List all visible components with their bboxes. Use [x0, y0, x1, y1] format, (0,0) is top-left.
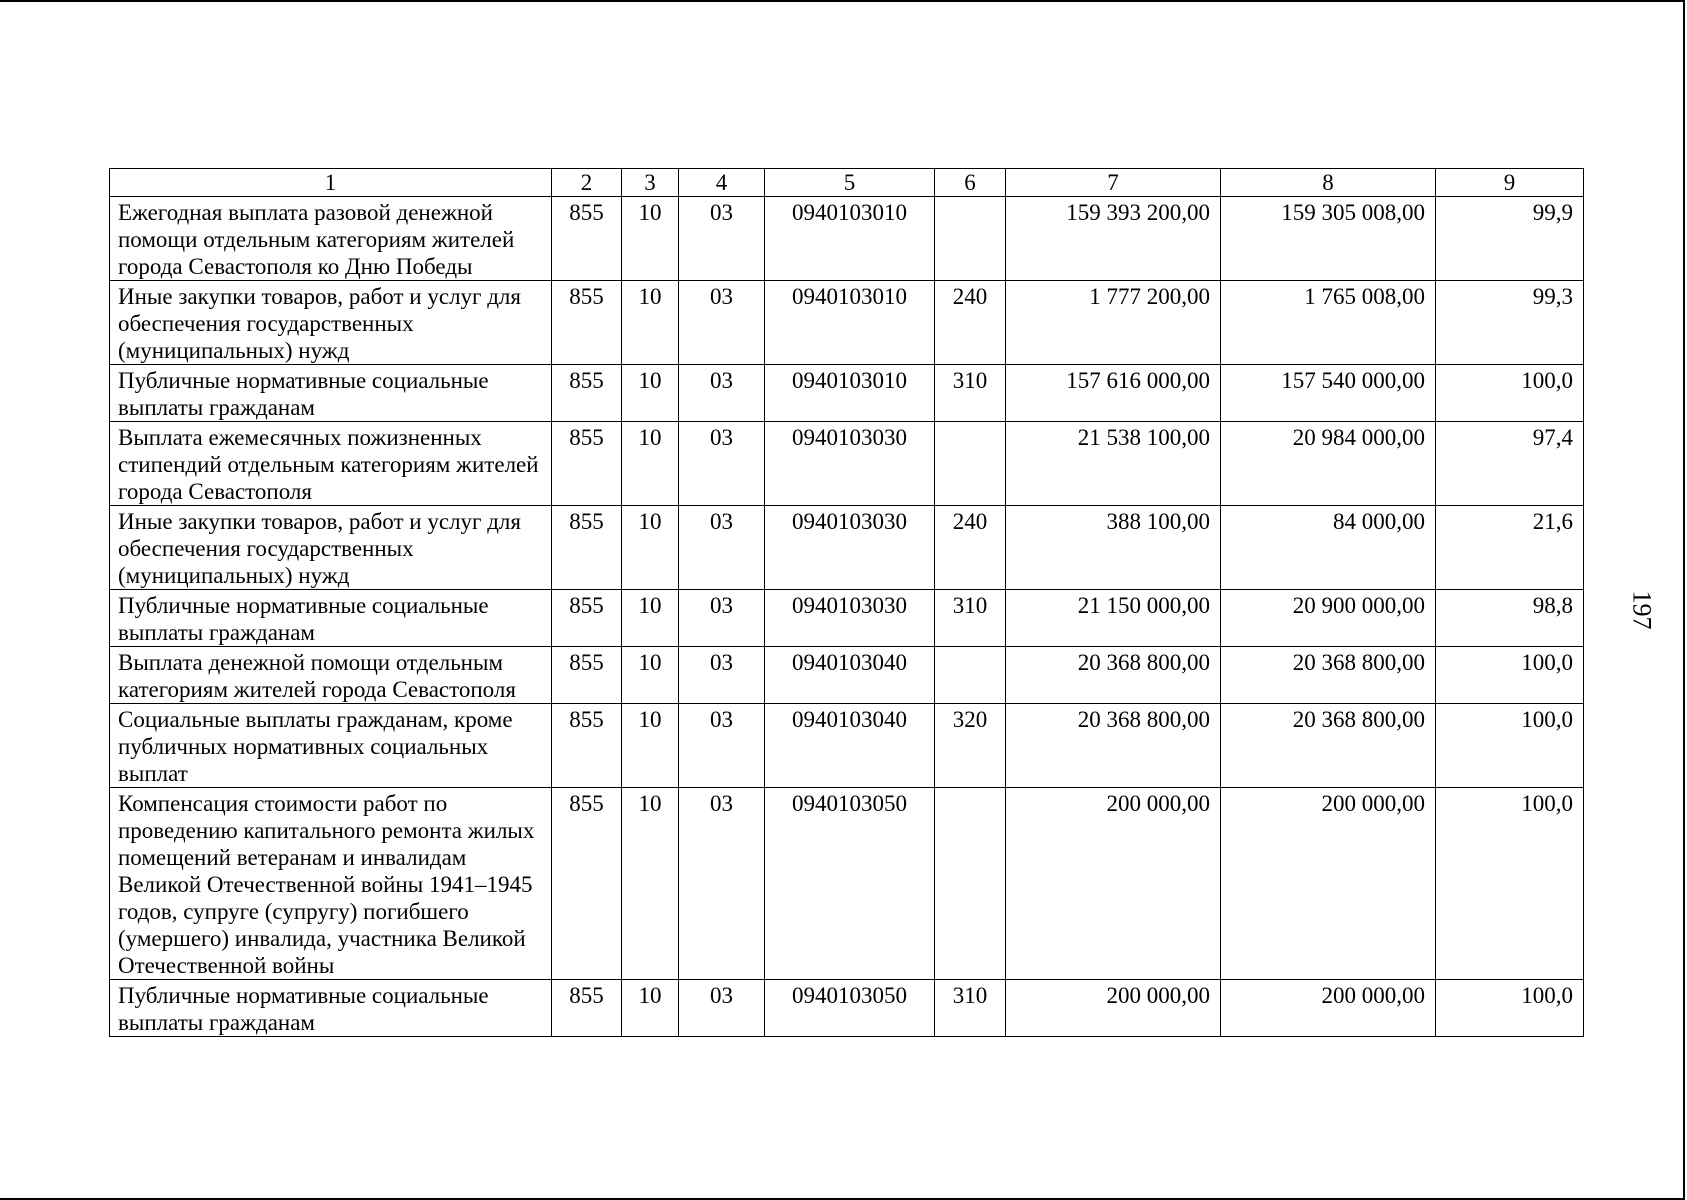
row-col9-cell: 100,0 — [1436, 365, 1584, 422]
table-row — [110, 365, 1584, 422]
row-col5-cell: 0940103050 — [765, 980, 935, 1037]
table-row — [110, 704, 1584, 788]
table-row — [110, 590, 1584, 647]
row-col5-cell: 0940103040 — [765, 704, 935, 788]
row-col6-cell: 240 — [935, 281, 1006, 365]
row-col2-cell: 855 — [552, 422, 622, 506]
row-col3-cell: 10 — [622, 788, 679, 980]
row-col2-cell: 855 — [552, 506, 622, 590]
row-col7-cell: 21 538 100,00 — [1006, 422, 1221, 506]
row-col3-cell: 10 — [622, 365, 679, 422]
row-col9-cell: 97,4 — [1436, 422, 1584, 506]
row-col8-cell: 159 305 008,00 — [1221, 197, 1436, 281]
row-col9-cell: 100,0 — [1436, 980, 1584, 1037]
row-col2-cell: 855 — [552, 704, 622, 788]
row-col4-cell: 03 — [679, 788, 765, 980]
row-col2-cell: 855 — [552, 365, 622, 422]
row-col9-cell: 100,0 — [1436, 788, 1584, 980]
row-name-cell: Публичные нормативные социальные выплаты гражданам — [110, 980, 552, 1037]
row-col4-cell: 03 — [679, 647, 765, 704]
row-col5-cell: 0940103050 — [765, 788, 935, 980]
row-col4-cell: 03 — [679, 365, 765, 422]
row-col5-cell: 0940103010 — [765, 365, 935, 422]
table-row — [110, 422, 1584, 506]
header-cell-1: 1 — [110, 169, 552, 197]
row-col6-cell: 310 — [935, 365, 1006, 422]
row-col5-cell: 0940103030 — [765, 422, 935, 506]
row-col5-cell: 0940103010 — [765, 197, 935, 281]
header-cell-2: 2 — [552, 169, 622, 197]
row-col3-cell: 10 — [622, 197, 679, 281]
row-col8-cell: 1 765 008,00 — [1221, 281, 1436, 365]
header-row — [110, 169, 1584, 197]
row-col3-cell: 10 — [622, 980, 679, 1037]
row-col7-cell: 21 150 000,00 — [1006, 590, 1221, 647]
header-cell-5: 5 — [765, 169, 935, 197]
row-col4-cell: 03 — [679, 422, 765, 506]
row-col8-cell: 84 000,00 — [1221, 506, 1436, 590]
header-cell-3: 3 — [622, 169, 679, 197]
row-col3-cell: 10 — [622, 590, 679, 647]
header-cell-9: 9 — [1436, 169, 1584, 197]
row-col7-cell: 20 368 800,00 — [1006, 647, 1221, 704]
page-number: 197 — [1627, 590, 1657, 630]
budget-table — [109, 168, 1584, 1037]
row-col6-cell — [935, 788, 1006, 980]
row-col4-cell: 03 — [679, 980, 765, 1037]
header-cell-8: 8 — [1221, 169, 1436, 197]
row-col2-cell: 855 — [552, 281, 622, 365]
row-col7-cell: 159 393 200,00 — [1006, 197, 1221, 281]
table-row — [110, 980, 1584, 1037]
row-col5-cell: 0940103030 — [765, 506, 935, 590]
row-name-cell: Ежегодная выплата разовой денежной помощи отдельным категориям жителей города Севастополя ко Дню Победы — [110, 197, 552, 281]
row-col3-cell: 10 — [622, 506, 679, 590]
row-col2-cell: 855 — [552, 788, 622, 980]
row-col7-cell: 1 777 200,00 — [1006, 281, 1221, 365]
row-col4-cell: 03 — [679, 281, 765, 365]
row-col6-cell — [935, 647, 1006, 704]
row-col9-cell: 21,6 — [1436, 506, 1584, 590]
row-col2-cell: 855 — [552, 647, 622, 704]
row-col4-cell: 03 — [679, 197, 765, 281]
row-col6-cell: 240 — [935, 506, 1006, 590]
row-col9-cell: 100,0 — [1436, 704, 1584, 788]
row-col4-cell: 03 — [679, 590, 765, 647]
row-col9-cell: 98,8 — [1436, 590, 1584, 647]
row-name-cell: Выплата ежемесячных пожизненных стипендий отдельным категориям жителей города Севастополя — [110, 422, 552, 506]
row-col7-cell: 200 000,00 — [1006, 788, 1221, 980]
row-col6-cell — [935, 197, 1006, 281]
row-col2-cell: 855 — [552, 980, 622, 1037]
row-col6-cell: 320 — [935, 704, 1006, 788]
row-col5-cell: 0940103030 — [765, 590, 935, 647]
row-name-cell: Иные закупки товаров, работ и услуг для обеспечения государственных (муниципальных) нужд — [110, 281, 552, 365]
table-row — [110, 647, 1584, 704]
row-name-cell: Компенсация стоимости работ по проведению капитального ремонта жилых помещений ветеранам и инвалидам Великой Отечественной войны 1941–1945 годов, супруге (супругу) погибшего (умершего) инвалида, участника Великой Отечественной войны — [110, 788, 552, 980]
row-name-cell: Публичные нормативные социальные выплаты гражданам — [110, 590, 552, 647]
row-col8-cell: 20 984 000,00 — [1221, 422, 1436, 506]
row-col3-cell: 10 — [622, 281, 679, 365]
row-col8-cell: 200 000,00 — [1221, 788, 1436, 980]
table-row — [110, 506, 1584, 590]
row-col7-cell: 388 100,00 — [1006, 506, 1221, 590]
row-col9-cell: 99,9 — [1436, 197, 1584, 281]
row-col4-cell: 03 — [679, 506, 765, 590]
table-row — [110, 281, 1584, 365]
row-col9-cell: 100,0 — [1436, 647, 1584, 704]
row-col5-cell: 0940103040 — [765, 647, 935, 704]
row-col8-cell: 200 000,00 — [1221, 980, 1436, 1037]
row-col3-cell: 10 — [622, 704, 679, 788]
row-col8-cell: 157 540 000,00 — [1221, 365, 1436, 422]
row-col9-cell: 99,3 — [1436, 281, 1584, 365]
header-cell-7: 7 — [1006, 169, 1221, 197]
row-col2-cell: 855 — [552, 197, 622, 281]
row-col8-cell: 20 368 800,00 — [1221, 704, 1436, 788]
row-name-cell: Выплата денежной помощи отдельным категориям жителей города Севастополя — [110, 647, 552, 704]
row-col3-cell: 10 — [622, 422, 679, 506]
header-cell-6: 6 — [935, 169, 1006, 197]
row-col8-cell: 20 900 000,00 — [1221, 590, 1436, 647]
row-name-cell: Публичные нормативные социальные выплаты гражданам — [110, 365, 552, 422]
header-cell-4: 4 — [679, 169, 765, 197]
table-row — [110, 197, 1584, 281]
row-col6-cell: 310 — [935, 980, 1006, 1037]
row-col8-cell: 20 368 800,00 — [1221, 647, 1436, 704]
row-col2-cell: 855 — [552, 590, 622, 647]
row-col7-cell: 200 000,00 — [1006, 980, 1221, 1037]
row-name-cell: Социальные выплаты гражданам, кроме публичных нормативных социальных выплат — [110, 704, 552, 788]
row-col6-cell — [935, 422, 1006, 506]
row-col5-cell: 0940103010 — [765, 281, 935, 365]
table-row — [110, 788, 1584, 980]
row-col3-cell: 10 — [622, 647, 679, 704]
row-col4-cell: 03 — [679, 704, 765, 788]
row-col7-cell: 20 368 800,00 — [1006, 704, 1221, 788]
row-name-cell: Иные закупки товаров, работ и услуг для обеспечения государственных (муниципальных) нужд — [110, 506, 552, 590]
row-col6-cell: 310 — [935, 590, 1006, 647]
row-col7-cell: 157 616 000,00 — [1006, 365, 1221, 422]
